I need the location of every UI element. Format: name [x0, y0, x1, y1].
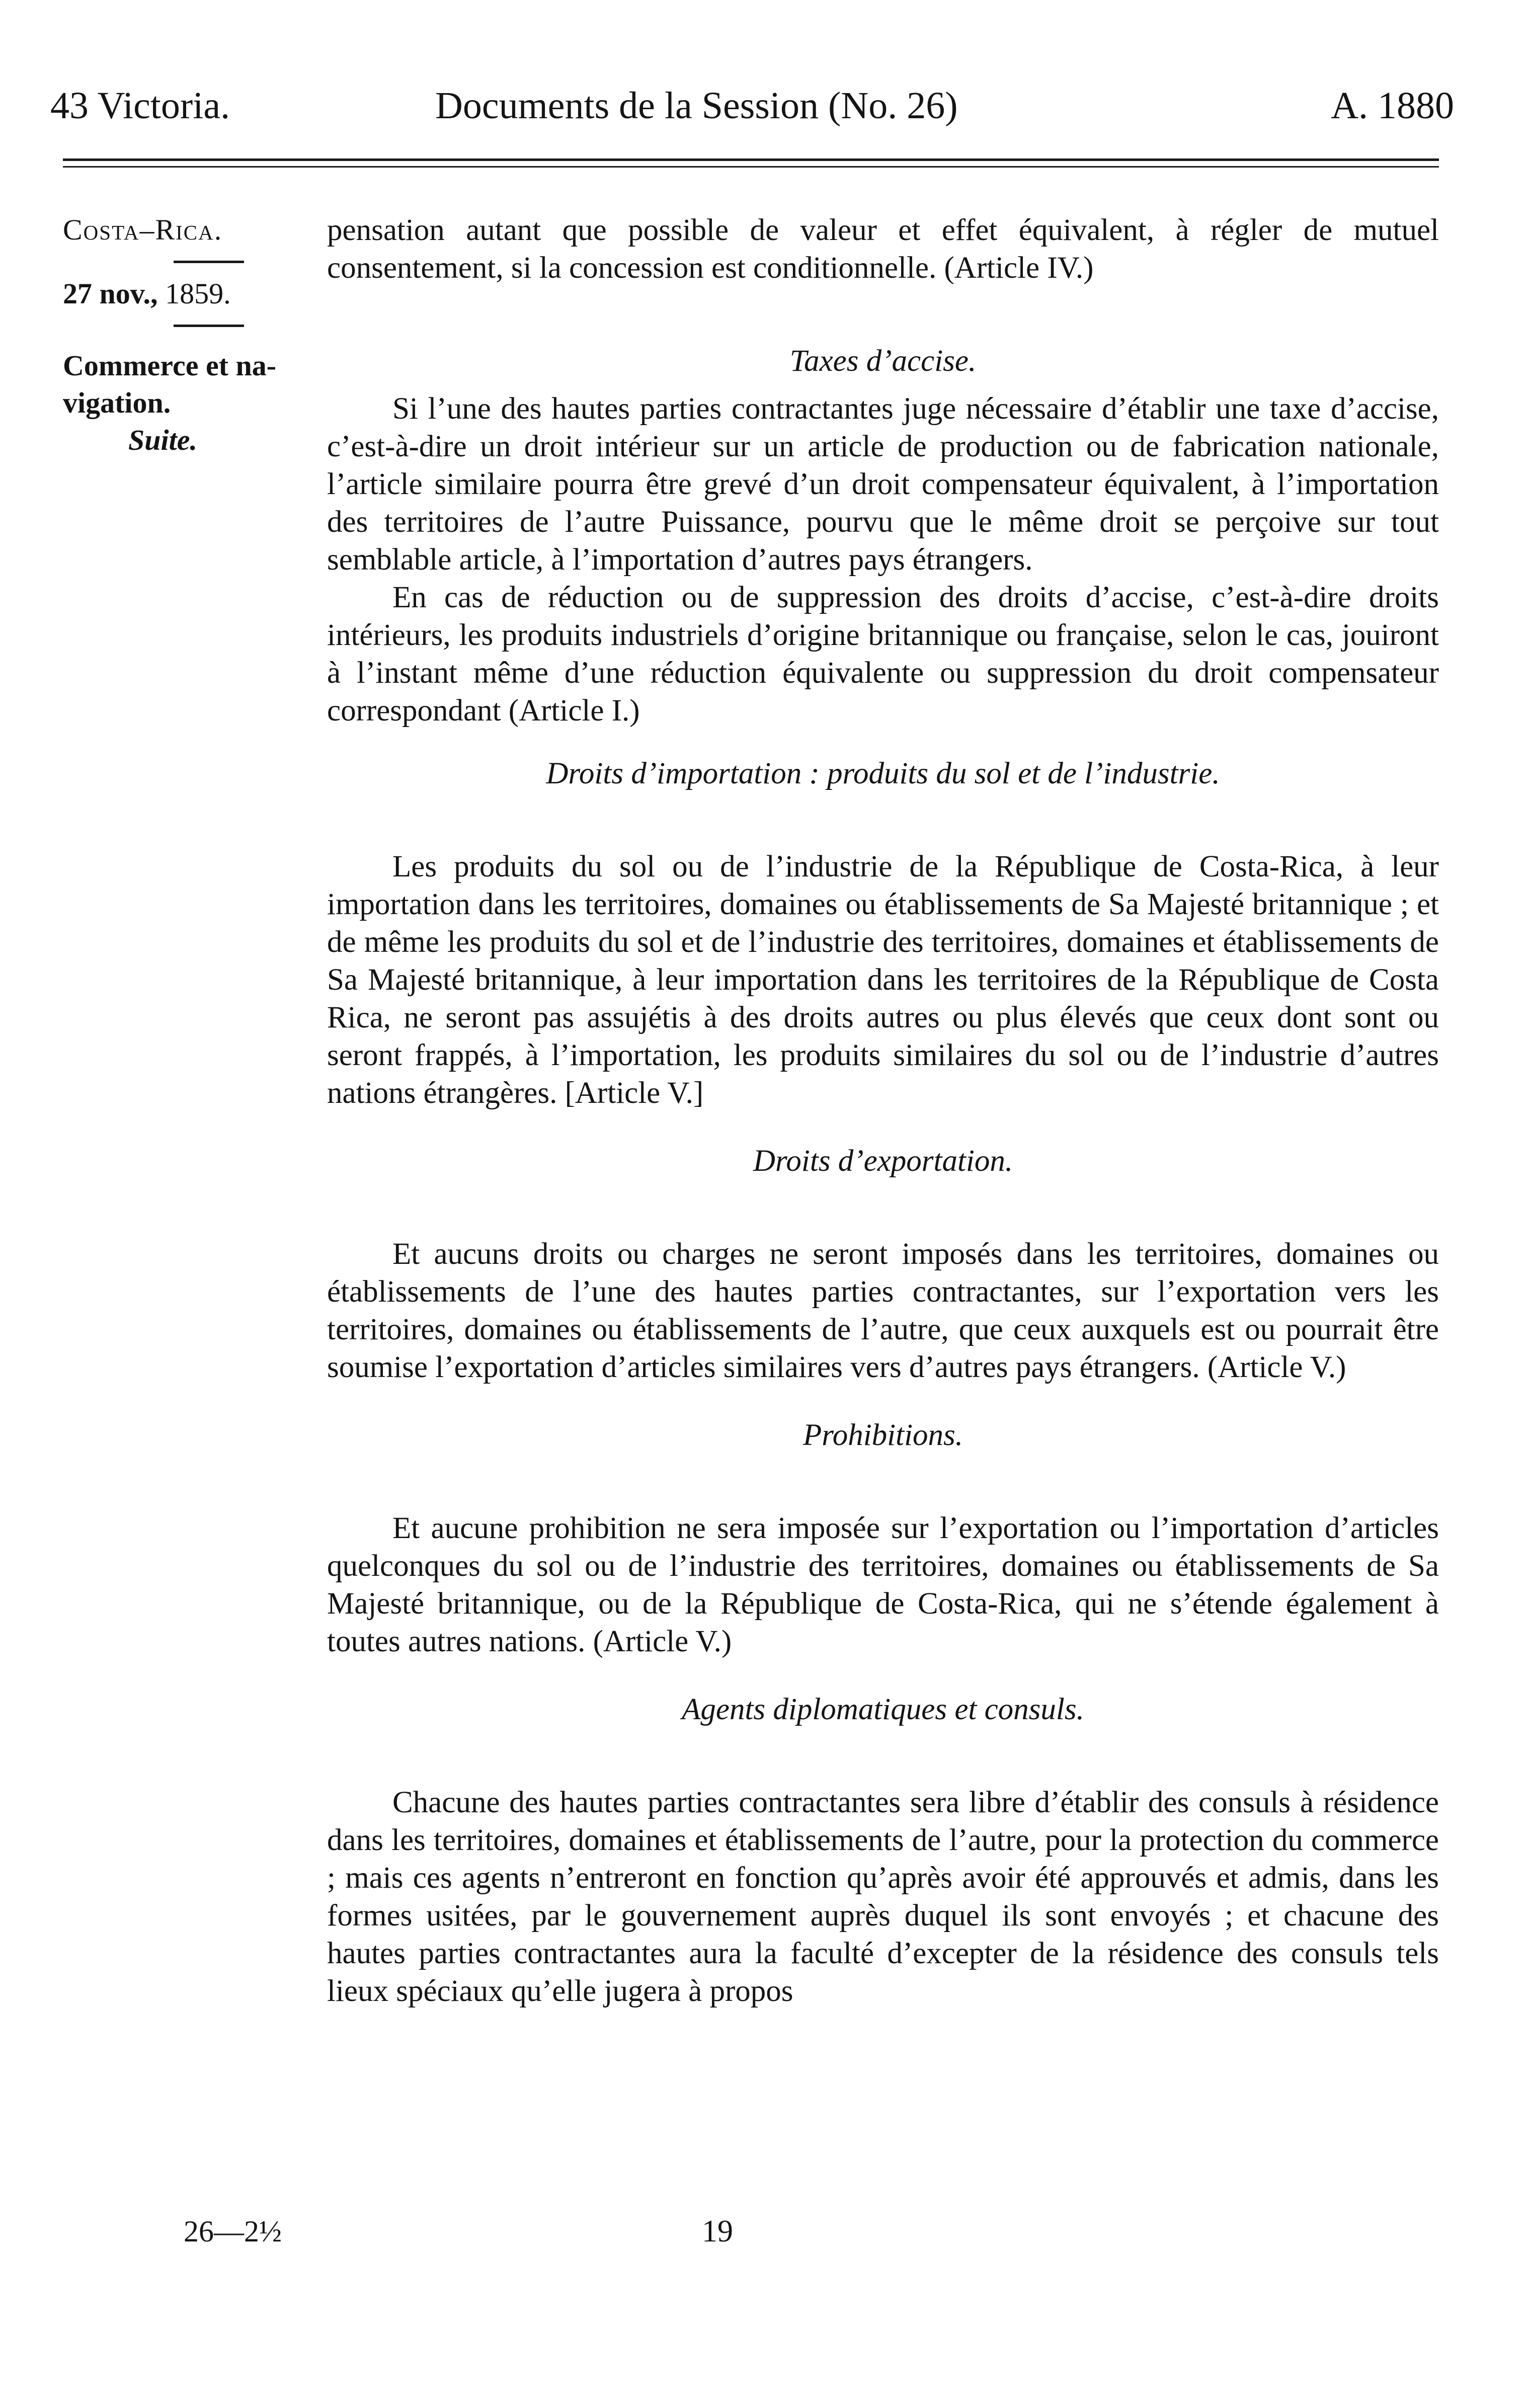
footer-signature-mark: 26—2½	[184, 2215, 282, 2248]
margin-rule	[174, 325, 244, 327]
margin-date-year: 1859.	[165, 277, 231, 310]
margin-notes	[63, 211, 325, 459]
paragraph-prohibitions: Et aucune prohibition ne sera imposée sur l’exportation ou l’importation d’articles quelconques du sol ou de l’industrie des territoires, domaines ou établissements de Sa Majesté britannique, ou de la République de Costa-Rica, qui ne s’étende également à toutes autres nations. (Article V.)	[327, 1511, 1439, 1658]
running-header	[50, 83, 1454, 128]
header-title: Documents de la Session (No. 26)	[435, 85, 958, 127]
paragraph-import-duties: Les produits du sol ou de l’industrie de la République de Costa-Rica, à leur importation dans les territoires, domaines ou établissements de Sa Majesté britannique ; et de même les produits du sol et de l’industrie des territoires, domaines et établissements de Sa Majesté britannique, à leur importation dans les territoires de la République de Costa Rica, ne seront pas assujétis à des droits autres ou plus élevés que ceux dont sont ou seront frappés, à l’importation, les produits similaires du sol ou de l’industrie d’autres nations étrangères. [Article V.]	[327, 850, 1439, 1110]
margin-date	[63, 275, 325, 312]
paragraph-export-duties: Et aucuns droits ou charges ne seront imposés dans les territoires, domaines ou établissements de l’une des hautes parties contractantes, sur l’exportation vers les territoires, domaines ou établissements de l’autre, que ceux auxquels est ou pourrait être soumise l’exportation d’articles similaires vers d’autres pays étrangers. (Article V.)	[327, 1237, 1439, 1384]
heading-prohibitions: Prohibitions.	[802, 1418, 963, 1452]
heading-excise-taxes: Taxes d’accise.	[789, 344, 977, 378]
margin-topic-line1: Commerce et na-	[63, 349, 277, 382]
margin-topic-line2: vigation.	[63, 386, 171, 419]
header-rule-thick	[63, 158, 1439, 161]
margin-country: Costa–Rica.	[63, 213, 223, 246]
paragraph-excise-1: Si l’une des hautes parties contractantes juge nécessaire d’établir une taxe d’accise, c’est-à-dire un droit intérieur sur un article de production ou de fabrication nationale, l’article similaire pourra être grevé d’un droit compensateur équivalent, à l’importation des territoires de l’autre Puissance, pourvu que le même droit se perçoive sur tout semblable article, à l’importation d’autres pays étrangers.	[327, 392, 1439, 577]
main-text-column	[327, 211, 1439, 2010]
margin-rule	[174, 261, 244, 263]
paragraph-excise-2: En cas de réduction ou de suppression des droits d’accise, c’est-à-dire droits intérieurs, les produits industriels d’origine britannique ou française, selon le cas, jouiront à l’instant même d’une réduction équivalente ou suppression du droit compensateur correspondant (Article I.)	[327, 581, 1439, 728]
paragraph-diplomatic-agents: Chacune des hautes parties contractantes sera libre d’établir des consuls à résidence dans les territoires, domaines et établissements de l’autre, pour la protection du commerce ; mais ces agents n’entreront en fonction qu’après avoir été approuvés et admis, dans les formes usitées, par le gouvernement auprès duquel ils sont envoyés ; et chacune des hautes parties contractantes aura la faculté d’excepter de la résidence des consuls tels lieux spéciaux qu’elle jugera à propos	[327, 1786, 1439, 2008]
footer-page-number: 19	[702, 2214, 733, 2249]
heading-diplomatic-agents: Agents diplomatiques et consuls.	[682, 1693, 1084, 1726]
heading-export-duties: Droits d’exportation.	[753, 1144, 1013, 1178]
margin-suite: Suite.	[128, 424, 197, 456]
paragraph-continuation: pensation autant que possible de valeur et effet équivalent, à régler de mutuel consentement, si la concession est conditionnelle. (Article IV.)	[327, 213, 1439, 285]
header-rule-thin	[63, 166, 1439, 168]
header-regnal-year: 43 Victoria.	[50, 85, 230, 127]
heading-import-duties: Droits d’importation : produits du sol et de l’industrie.	[546, 757, 1220, 790]
margin-date-day: 27 nov.,	[63, 277, 158, 310]
header-year: A. 1880	[1331, 85, 1454, 127]
